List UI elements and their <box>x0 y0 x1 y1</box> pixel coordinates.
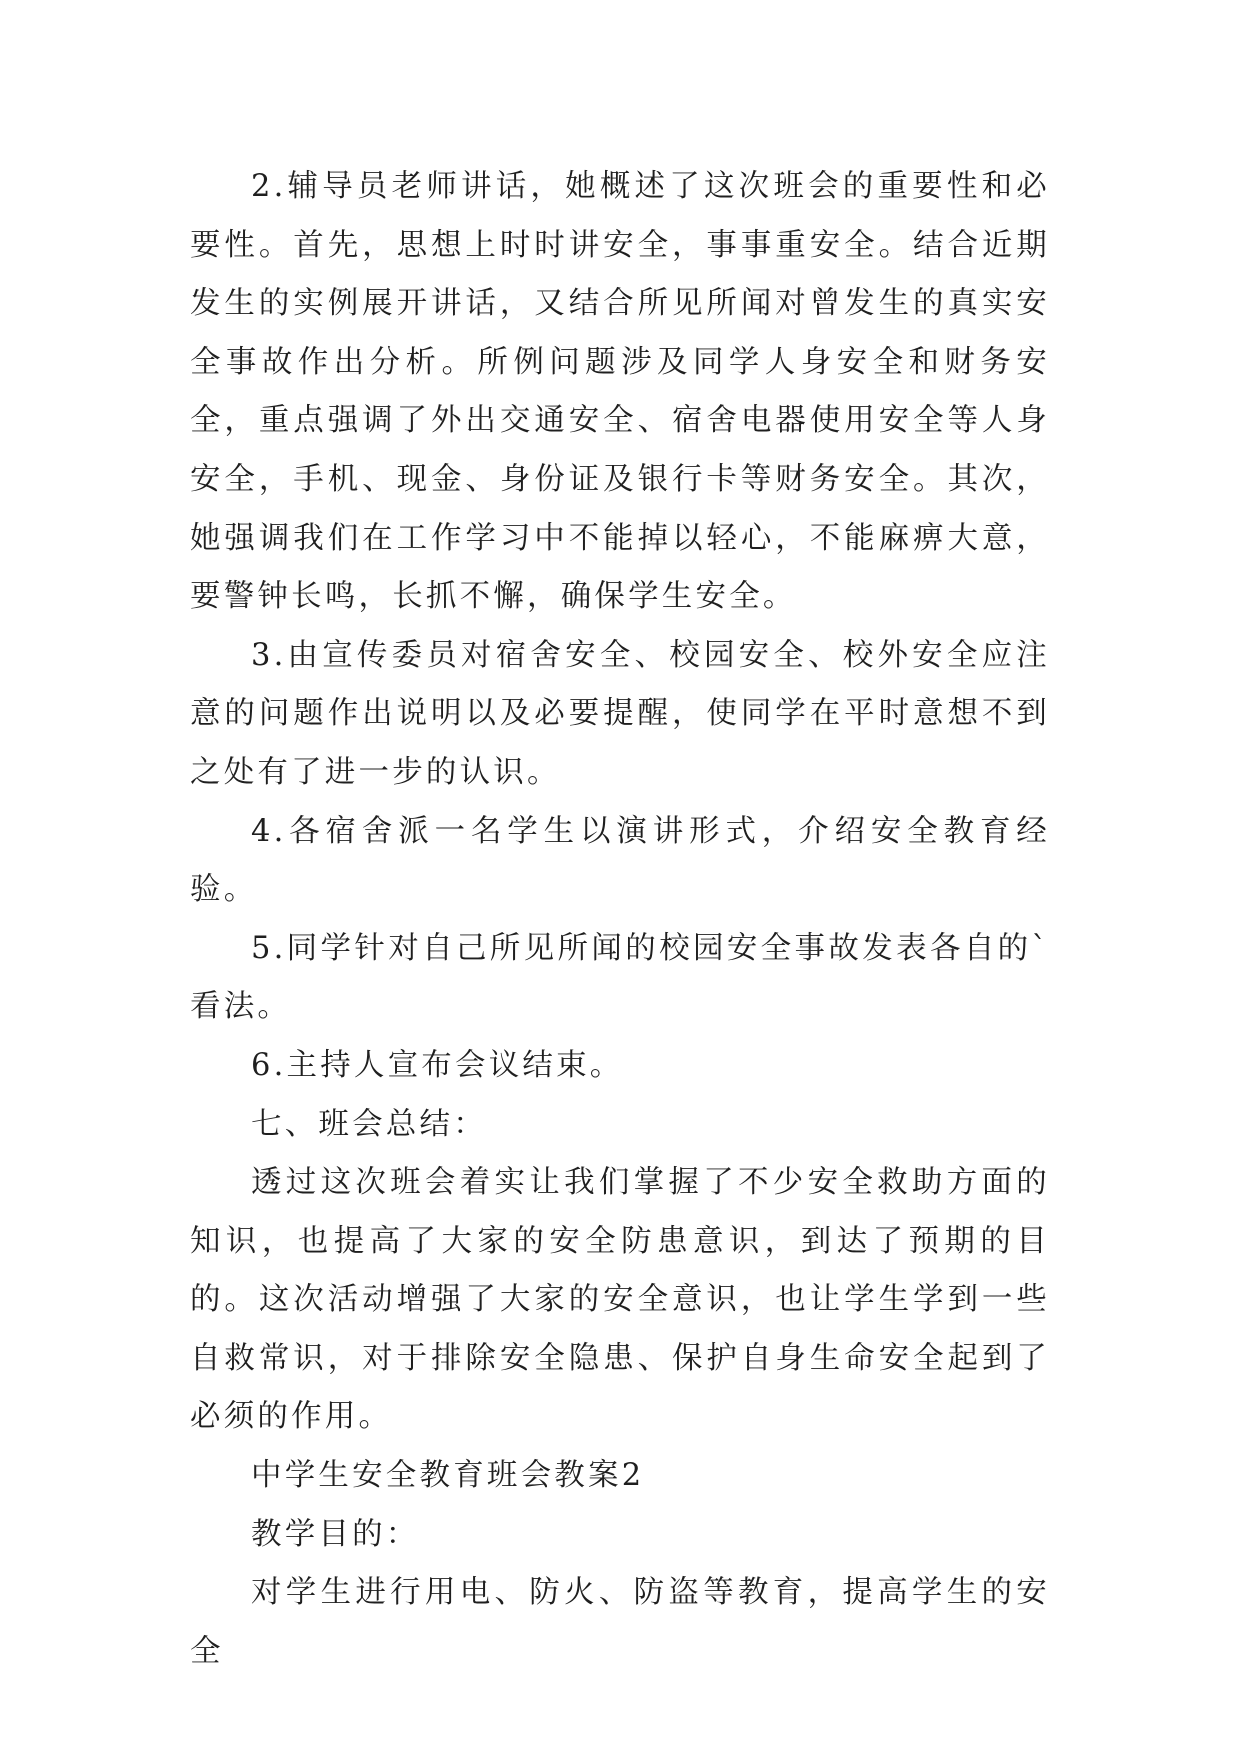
teaching-goal-paragraph: 对学生进行用电、防火、防盗等教育，提高学生的安全 <box>190 1575 1050 1669</box>
teaching-goal-heading: 教学目的： <box>251 1516 420 1552</box>
document-body <box>190 158 1050 1681</box>
lesson-plan-title: 中学生安全教育班会教案2 <box>251 1458 645 1494</box>
paragraph-item-4: 4.各宿舍派一名学生以演讲形式，介绍安全教育经验。 <box>190 813 1050 908</box>
summary-paragraph: 透过这次班会着实让我们掌握了不少安全救助方面的知识，也提高了大家的安全防患意识，到达了预期的目的。这次活动增强了大家的安全意识，也让学生学到一些自救常识，对于排除安全隐患、保护自身生命安全起到了必须的作用。 <box>190 1165 1050 1435</box>
paragraph-item-5: 5.同学针对自己所见所闻的校园安全事故发表各自的`看法。 <box>190 930 1050 1025</box>
paragraph-item-2: 2.辅导员老师讲话，她概述了这次班会的重要性和必要性。首先，思想上时时讲安全，事事重安全。结合近期发生的实例展开讲话，又结合所见所闻对曾发生的真实安全事故作出分析。所例问题涉及同学人身安全和财务安全，重点强调了外出交通安全、宿舍电器使用安全等人身安全，手机、现金、身份证及银行卡等财务安全。其次，她强调我们在工作学习中不能掉以轻心，不能麻痹大意，要警钟长鸣，长抓不懈，确保学生安全。 <box>190 169 1050 615</box>
paragraph-item-6: 6.主持人宣布会议结束。 <box>251 1047 624 1083</box>
section-heading-summary: 七、班会总结： <box>251 1106 487 1142</box>
paragraph-item-3: 3.由宣传委员对宿舍安全、校园安全、校外安全应注意的问题作出说明以及必要提醒，使同学在平时意想不到之处有了进一步的认识。 <box>190 637 1050 790</box>
